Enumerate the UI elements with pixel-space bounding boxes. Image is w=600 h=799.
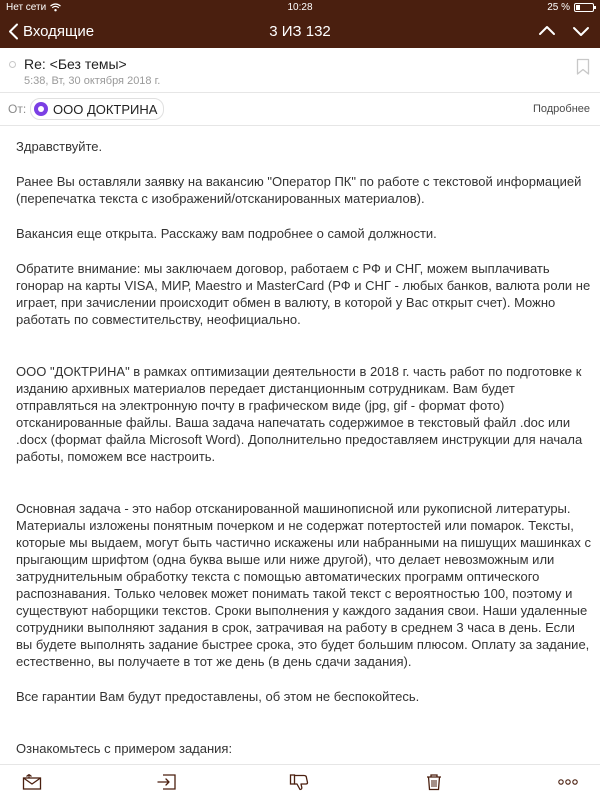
battery-icon: [574, 3, 594, 12]
sender-avatar: [34, 102, 48, 116]
message-body: [16, 138, 591, 757]
clock: 10:28: [287, 2, 313, 13]
bookmark-icon[interactable]: [576, 58, 590, 76]
body-paragraph: Основная задача - это набор отсканированной машинописной или рукописной литературы. Материалы изложены понятным почерком и не содержат потертостей или помарок. Тексты, которые мы выдаем, могут быть частично искажены или набранными на пишущих машинках с прыгающим шрифтом (одна буква выше или ниже другой), что делает невозможным или затруднительным обработку текста с помощью автоматических программ оптического распознавания. Только человек может понимать такой текст с вероятностью 100, поэтому и существуют наборщики текстов. Сроки выполнения у каждого задания свои. Наши удаленные сотрудники выполняют задания в срок, затрачивая на работу в среднем 3 часа в день. Если вы будете выполнять задание быстрее срока, это будет большим плюсом. Оплату за задание, естественно, вы получаете в тот же день (в день сдачи задания).: [16, 501, 591, 669]
message-date: 5:38, Вт, 30 октября 2018 г.: [24, 75, 161, 87]
from-label: От:: [8, 102, 27, 116]
more-icon[interactable]: [558, 778, 578, 786]
sender-name: ООО ДОКТРИНА: [53, 101, 158, 117]
chevron-down-icon[interactable]: [572, 22, 590, 40]
body-paragraph: Обратите внимание: мы заключаем договор, работаем с РФ и СНГ, можем выплачивать гонорар на карты VISA, МИР, Maestro и MasterCard (РФ и СНГ - любых банков, валюта роли не играет, при зачислении происходит обмен в валюту, в которой у Вас открыт счет). Можно работать по совместительству, неофициально.: [16, 261, 591, 327]
chevron-left-icon: [8, 23, 19, 40]
nav-bar: [0, 16, 600, 48]
sender-chip[interactable]: [30, 98, 164, 120]
message-position: 3 ИЗ 132: [269, 23, 331, 40]
move-to-folder-icon[interactable]: [157, 773, 177, 791]
bottom-toolbar: [0, 764, 600, 799]
back-button[interactable]: [8, 23, 94, 40]
carrier-label: Нет сети: [6, 2, 47, 13]
status-bar: [0, 0, 600, 16]
back-label: Входящие: [23, 23, 95, 40]
thumbs-down-icon[interactable]: [289, 773, 309, 791]
body-paragraph: Здравствуйте.: [16, 139, 103, 154]
message-subject: Re: <Без темы>: [24, 56, 127, 72]
body-paragraph: Вакансия еще открыта. Расскажу вам подробнее о самой должности.: [16, 226, 437, 241]
body-paragraph: ООО "ДОКТРИНА" в рамках оптимизации деятельности в 2018 г. часть работ по подготовке к изданию архивных материалов передает дистанционным сотрудникам. Вам будет отправляться на электронную почту в графическом виде (jpg, gif - формат фото) отсканированные файлы. Ваша задача напечатать содержимое в текстовый файл .doc или .docx (формат файла Microsoft Word). Дополнительно предоставляем инструкции для начала работы, поможем все настроить.: [16, 364, 583, 464]
envelope-reply-icon[interactable]: [22, 773, 42, 791]
details-link[interactable]: Подробнее: [532, 103, 590, 115]
body-paragraph: Ранее Вы оставляли заявку на вакансию "Оператор ПК" по работе с текстовой информацией (перепечатка текста с изображений/отсканированных материалов).: [16, 174, 582, 206]
from-row: [0, 93, 600, 126]
body-paragraph: Ознакомьтесь с примером задания:: [16, 741, 233, 756]
body-paragraph: Все гарантии Вам будут предоставлены, об этом не беспокойтесь.: [16, 689, 420, 704]
message-header: [0, 48, 600, 93]
unread-indicator[interactable]: [9, 61, 16, 68]
chevron-up-icon[interactable]: [538, 22, 556, 40]
trash-icon[interactable]: [425, 773, 443, 791]
battery-percent: 25 %: [547, 2, 570, 13]
